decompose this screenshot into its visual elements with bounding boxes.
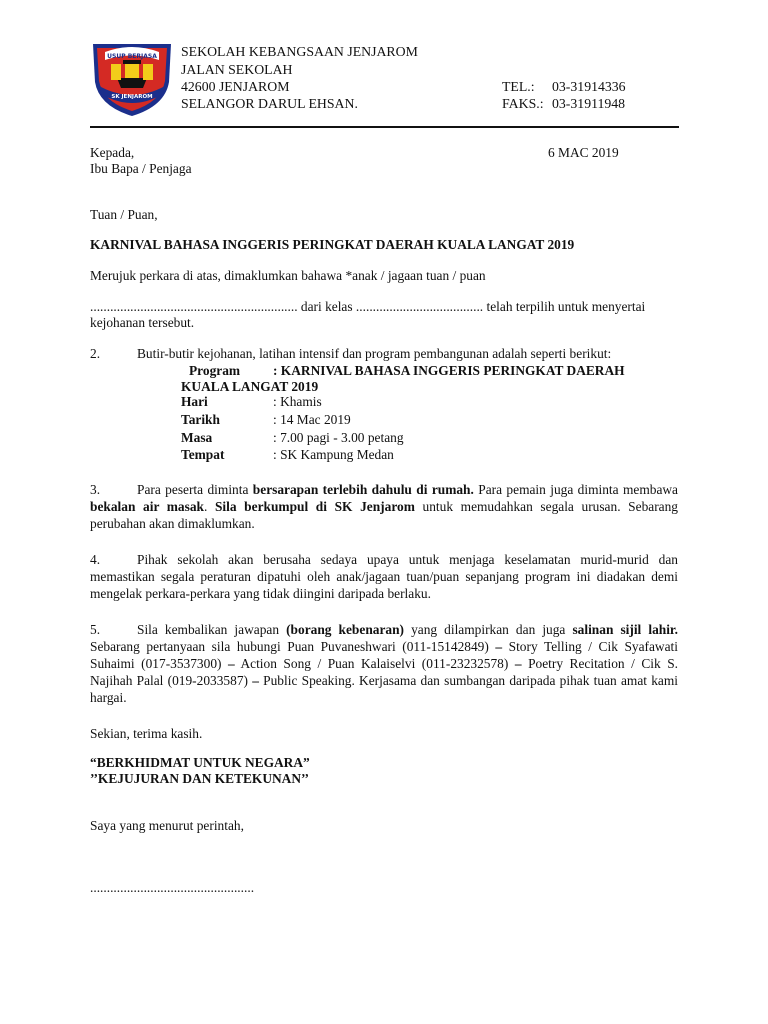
p5-text-5: Action Song / Puan Kalaiselvi (011-23232578) — [234, 656, 515, 671]
crest-top-text: USUP BERJASA — [107, 53, 157, 60]
tempat-value: : SK Kampung Medan — [273, 447, 394, 462]
paragraph-1-line-3: kejohanan tersebut. — [90, 315, 195, 330]
p3-bold-3: Sila berkumpul di SK Jenjarom — [214, 499, 415, 514]
paragraph-5 — [90, 621, 678, 706]
p4-text: Pihak sekolah akan berusaha sedaya upaya untuk menjaga keselamatan murid-murid dan memastikan segala peraturan dipatuhi oleh anak/jagaan tuan/puan sepanjang program ini diadakan demi mengelak perkara-perkara yang tidak diingini daripada berlaku. — [90, 552, 678, 601]
tel-label: TEL.: — [502, 79, 535, 94]
tempat-label: Tempat — [181, 447, 225, 462]
p3-text-4: untuk memudahkan segala urusan. Sebarang perubahan akan dimaklumkan. — [90, 499, 678, 531]
masa-value: : 7.00 pagi - 3.00 petang — [273, 430, 404, 445]
p5-text-7: Public Speaking. Kerjasama dan sumbangan daripada pihak tuan amat kami hargai. — [90, 673, 678, 705]
paragraph-5-number: 5. — [90, 622, 101, 637]
letter-date: 6 MAC 2019 — [548, 145, 619, 160]
p3-bold-2: bekalan air masak — [90, 499, 204, 514]
signature-line: ................................................. — [90, 880, 255, 895]
p5-dash-1: – — [495, 639, 503, 654]
address-line-3: SELANGOR DARUL EHSAN. — [181, 96, 358, 111]
tarikh-label: Tarikh — [181, 412, 220, 427]
salutation: Tuan / Puan, — [90, 207, 158, 222]
tarikh-value: : 14 Mac 2019 — [273, 412, 351, 427]
p3-text-3: . — [203, 499, 215, 514]
paragraph-3 — [90, 481, 678, 532]
p3-text-1: Para peserta diminta — [137, 482, 253, 497]
motto-1: “BERKHIDMAT UNTUK NEGARA” — [90, 755, 310, 770]
hari-label: Hari — [181, 394, 208, 409]
p5-text-1: Sila kembalikan jawapan — [137, 622, 287, 637]
motto-2: ’’KEJUJURAN DAN KETEKUNAN’’ — [90, 771, 309, 786]
tel-value: 03-31914336 — [552, 79, 626, 94]
program-label: Program — [189, 363, 241, 378]
hari-value: : Khamis — [273, 394, 322, 409]
header-divider — [90, 126, 679, 128]
paragraph-2-intro: Butir-butir kejohanan, latihan intensif dan program pembangunan adalah seperti berikut: — [137, 346, 612, 361]
p5-bold-1: (borang kebenaran) — [286, 622, 405, 637]
p5-dash-2: – — [228, 656, 235, 671]
fax-value: 03-31911948 — [552, 96, 626, 111]
p5-text-3: Sebarang pertanyaan sila hubungi Puan Puvaneshwari (011-15142849) — [90, 639, 496, 654]
p5-dash-3: – — [514, 656, 522, 671]
p3-bold-1: bersarapan terlebih dahulu di rumah. — [252, 482, 474, 497]
p3-text-2: Para pemain juga diminta membawa — [473, 482, 678, 497]
to-label: Kepada, — [90, 145, 135, 160]
p5-text-4: Story Telling / Cik Syafawati Suhaimi (017-3537300) — [90, 639, 678, 671]
paragraph-2-number: 2. — [90, 346, 101, 361]
paragraph-4-number: 4. — [90, 552, 101, 567]
address-line-1: JALAN SEKOLAH — [181, 62, 293, 77]
school-name: SEKOLAH KEBANGSAAN JENJAROM — [181, 44, 418, 59]
p5-dash-4: – — [252, 673, 259, 688]
address-line-2: 42600 JENJAROM — [181, 79, 290, 94]
p5-text-6: Poetry Recitation / Cik S. Najihah Palal (019-2033587) — [90, 656, 678, 688]
program-value-cont: KUALA LANGAT 2019 — [181, 379, 319, 394]
crest-bottom-text: SK JENJAROM — [111, 94, 153, 100]
program-value: : KARNIVAL BAHASA INGGERIS PERINGKAT DAERAH — [273, 363, 625, 378]
sign-off: Saya yang menurut perintah, — [90, 818, 244, 833]
closing: Sekian, terima kasih. — [90, 726, 203, 741]
school-crest — [89, 38, 175, 118]
paragraph-4 — [90, 551, 678, 602]
fax-label: FAKS.: — [502, 96, 544, 111]
paragraph-1-line-1: Merujuk perkara di atas, dimaklumkan bahawa *anak / jagaan tuan / puan — [90, 268, 486, 283]
paragraph-3-number: 3. — [90, 482, 101, 497]
to-name: Ibu Bapa / Penjaga — [90, 161, 192, 176]
paragraph-1-line-2: .............................................................. dari kelas ...................................... telah terpilih untuk menyertai — [90, 299, 646, 314]
p5-bold-2: salinan sijil lahir. — [572, 622, 678, 637]
masa-label: Masa — [181, 430, 213, 445]
p5-text-2: yang dilampirkan dan juga — [404, 622, 573, 637]
letter-subject: KARNIVAL BAHASA INGGERIS PERINGKAT DAERAH KUALA LANGAT 2019 — [90, 237, 575, 252]
school-crest-icon — [89, 38, 175, 118]
